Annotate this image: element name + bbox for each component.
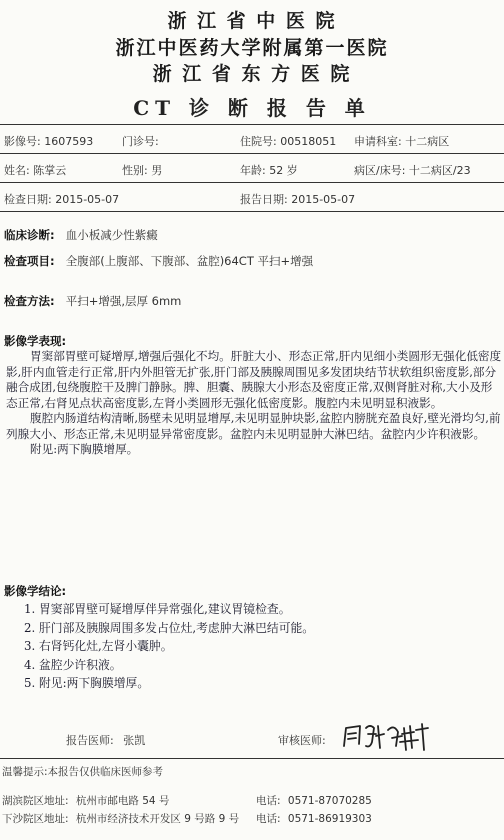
conclusion-list [24,600,314,693]
conclusion-item: 4. 盆腔少许积液。 [24,657,122,672]
findings-paragraph: 附见:两下胸膜增厚。 [30,442,139,456]
hospital-name-1: 浙 江 省 中 医 院 [167,10,337,32]
dept-value: 十二病区 [405,135,450,148]
footer-address-1 [2,793,169,808]
image-no-field [4,133,93,149]
exam-item-label: 检查项目: [4,254,55,268]
phone-2-label: 电话: [256,813,281,825]
ward-label: 病区/床号: [354,164,406,177]
findings-paragraph: 胃窦部胃壁可疑增厚,增强后强化不均。肝脏大小、形态正常,肝内见细小类圆形无强化低密度影,肝内血管走行正常,肝内外胆管无扩张,肝门部及胰腺周围见多发团块结节状软组织密度影,部分融合成团,包绕腹腔干及脾门静脉。脾、胆囊、胰腺大小形态及密度正常,双侧肾脏对称,大小及形态正常,右肾见点状高密度影,左肾小类圆形无强化低密度影。腹腔内未见明显积液影。 [6,349,502,410]
conclusion-item: 2. 肝门部及胰腺周围多发占位灶,考虑肿大淋巴结可能。 [24,620,315,635]
divider [0,211,504,212]
image-no-label: 影像号: [4,135,41,148]
findings-heading: 影像学表现: [4,334,67,348]
inpatient-value: 00518051 [280,135,337,148]
reporter-field [66,732,145,748]
divider [0,153,504,154]
report-date-label: 报告日期: [240,193,288,206]
divider [0,182,504,183]
hospital-name-3: 浙 江 省 东 方 医 院 [152,63,352,85]
exam-item [4,250,313,269]
reviewer-label: 审核医师: [278,734,326,747]
footer-note: 温馨提示:本报告仅供临床医师参考 [2,766,164,778]
conclusion-item: 5. 附见:两下胸膜增厚。 [24,676,150,690]
dept-label: 申请科室: [354,135,402,148]
phone-2-value: 0571-86919303 [287,813,372,825]
address-1-value: 杭州市邮电路 54 号 [75,795,170,807]
reviewer-field [278,732,326,748]
address-2-value: 杭州市经济技术开发区 9 号路 9 号 [75,813,240,825]
divider [0,124,504,125]
inpatient-label: 住院号: [240,135,277,148]
report-title: CT 诊 断 报 告 单 [133,96,371,120]
reporter-name: 张凯 [123,734,146,747]
exam-date-field [4,191,119,207]
phone-1-label: 电话: [256,795,281,807]
exam-item-value: 全腹部(上腹部、下腹部、盆腔)64CT 平扫+增强 [65,254,314,268]
reviewer-signature [340,720,436,754]
report-date-value: 2015-05-07 [291,193,356,206]
exam-method-label: 检查方法: [4,294,55,308]
clinical-diagnosis [4,224,158,243]
sex-field [122,162,162,178]
sex-value: 男 [151,164,163,177]
exam-date-value: 2015-05-07 [55,193,120,206]
phone-1-value: 0571-87070285 [287,795,372,807]
findings-paragraph: 腹腔内肠道结构清晰,肠壁未见明显增厚,未见明显肿块影,盆腔内膀胱充盈良好,壁光滑均匀,前列腺大小、形态正常,未见明显异常密度影。盆腔内未见明显肿大淋巴结。盆腔内少许积液影。 [6,411,501,441]
inpatient-field [240,133,336,149]
dept-field [354,133,449,149]
footer-address-2 [2,811,239,826]
exam-date-label: 检查日期: [4,193,52,206]
outpatient-label: 门诊号: [122,135,159,148]
outpatient-field [122,133,159,149]
exam-method-value: 平扫+增强,层厚 6mm [65,294,182,308]
exam-method [4,290,181,309]
conclusion-item: 1. 胃窦部胃壁可疑增厚伴异常强化,建议胃镜检查。 [24,602,291,616]
findings-body [6,349,502,458]
ward-field [354,162,471,178]
conclusion-item: 3. 右肾钙化灶,左肾小囊肿。 [24,639,173,653]
address-1-label: 湖滨院区地址: [2,795,69,807]
age-field [240,162,298,178]
divider [0,758,504,759]
name-value: 陈掌云 [33,164,67,177]
clinical-diagnosis-label: 临床诊断: [4,228,55,242]
conclusion-heading: 影像学结论: [4,584,67,598]
reporter-label: 报告医师: [66,734,114,747]
footer-phone-1 [256,793,372,808]
address-2-label: 下沙院区地址: [2,813,69,825]
name-field [4,162,66,178]
clinical-diagnosis-value: 血小板减少性紫癜 [65,228,158,242]
sex-label: 性别: [122,164,148,177]
hospital-name-2: 浙江中医药大学附属第一医院 [115,37,389,59]
ward-value: 十二病区/23 [408,164,471,177]
age-value: 52 岁 [269,164,298,177]
name-label: 姓名: [4,164,30,177]
image-no-value: 1607593 [44,135,94,148]
age-label: 年龄: [240,164,266,177]
report-date-field [240,191,355,207]
footer-phone-2 [256,811,372,826]
